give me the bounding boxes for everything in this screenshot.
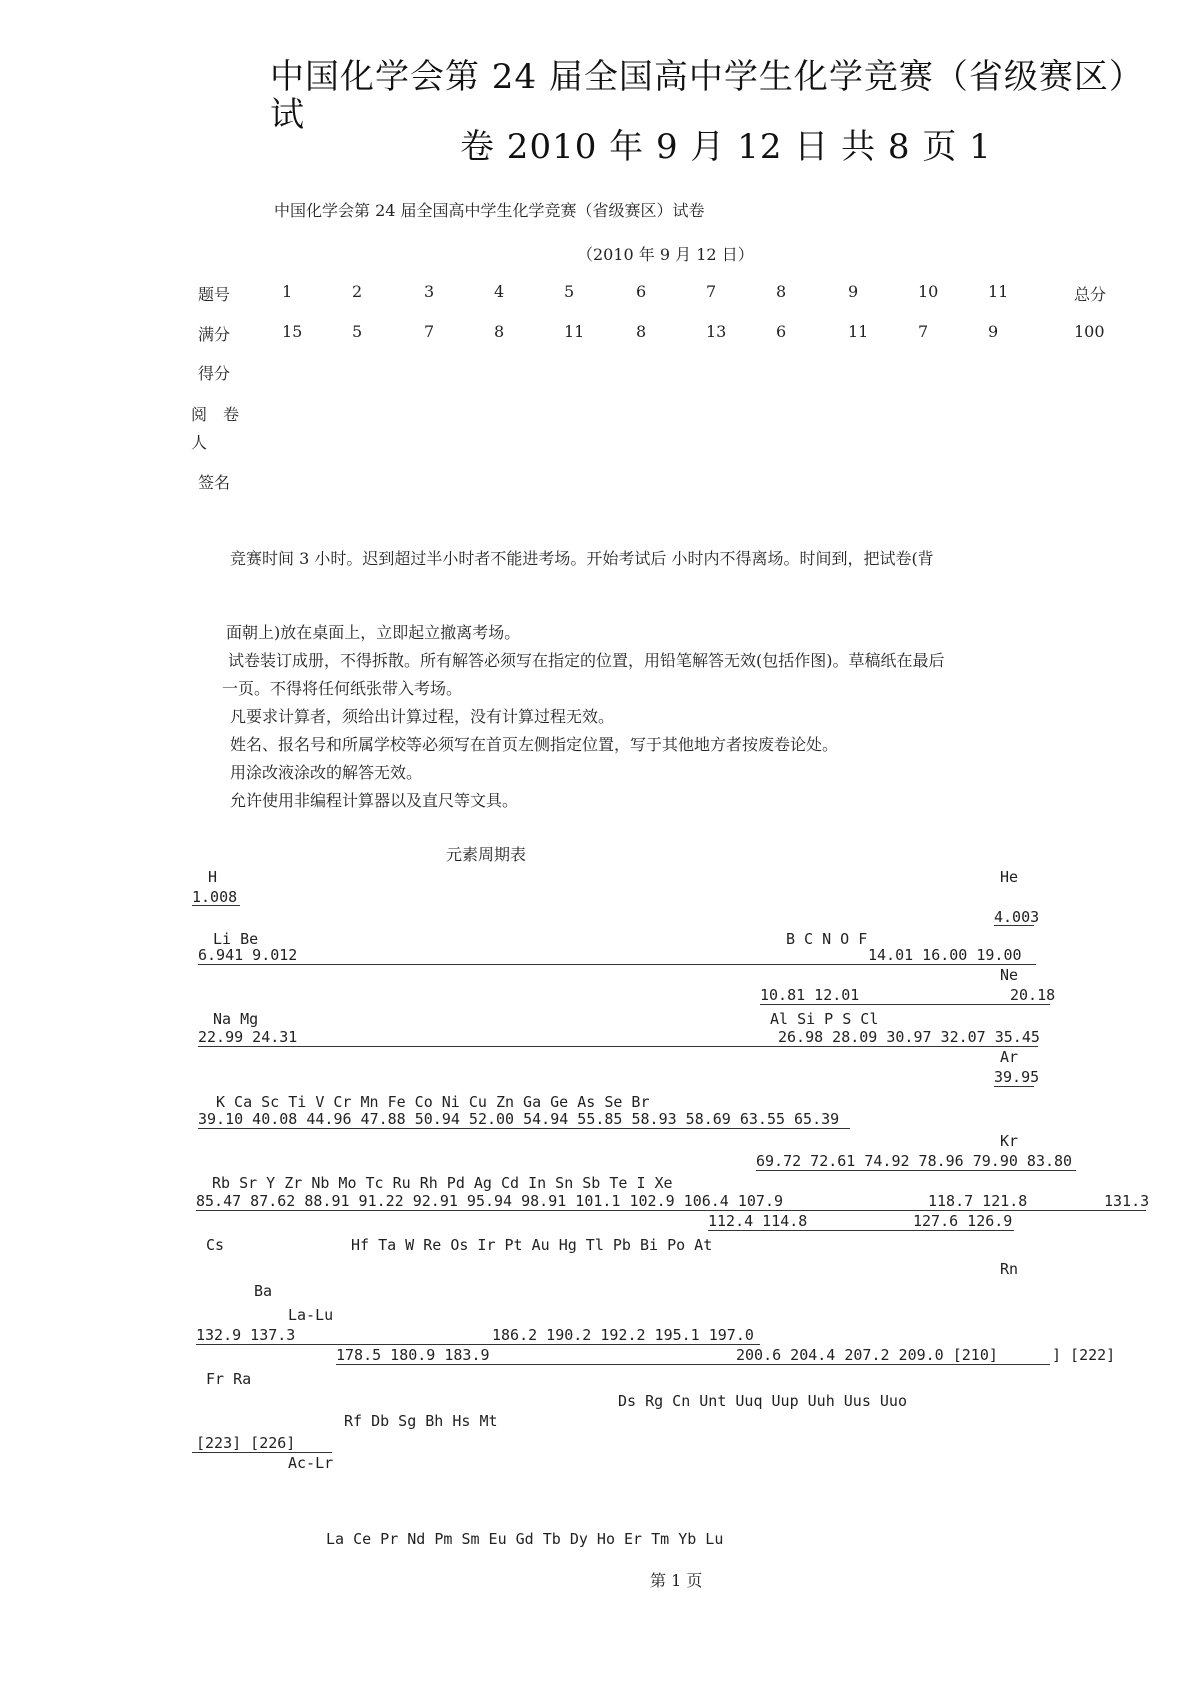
full-marks-cell: 15	[282, 322, 303, 341]
pt-line: K Ca Sc Ti V Cr Mn Fe Co Ni Cu Zn Ga Ge As Se Br	[216, 1093, 650, 1111]
pt-line: Ac-Lr	[288, 1454, 334, 1472]
pt-rule	[756, 1170, 1076, 1171]
pt-line: ] [222]	[1052, 1346, 1116, 1364]
pt-line: 200.6 204.4 207.2 209.0 [210]	[736, 1346, 998, 1364]
question-number-cell: 4	[494, 282, 505, 301]
pt-rule	[196, 1344, 760, 1345]
pt-line: 112.4 114.8	[708, 1212, 808, 1230]
pt-line: La-Lu	[288, 1306, 334, 1324]
header-title-line1: 中国化学会第 24 届全国高中学生化学竞赛（省级赛区）试	[270, 57, 1144, 135]
pt-line: 6.941 9.012	[198, 946, 298, 964]
pt-rule	[336, 1364, 1050, 1365]
pt-line: Li Be	[213, 930, 259, 948]
pt-rule	[198, 964, 1036, 965]
instruction-line: 面朝上)放在桌面上，立即起立撤离考场。	[226, 623, 521, 642]
question-number-cell: 6	[636, 282, 647, 301]
pt-line: B C N O F	[786, 930, 868, 948]
full-marks-cell: 8	[494, 322, 505, 341]
pt-line: 20.18	[1010, 986, 1056, 1004]
instruction-line: 用涂改液涂改的解答无效。	[230, 763, 423, 782]
pt-line: 26.98 28.09 30.97 32.07 35.45	[778, 1028, 1040, 1046]
pt-line: Ne	[1000, 966, 1019, 984]
row-label-signature: 签名	[198, 473, 231, 492]
pt-rule	[708, 1230, 1014, 1231]
document-title: 中国化学会第 24 届全国高中学生化学竞赛（省级赛区）试卷	[274, 201, 705, 220]
pt-line: 132.9 137.3	[196, 1326, 296, 1344]
pt-line: 14.01 16.00 19.00	[868, 946, 1022, 964]
full-marks-cell: 11	[564, 322, 585, 341]
pt-line: 10.81 12.01	[760, 986, 860, 1004]
instruction-line: 允许使用非编程计算器以及直尺等文具。	[230, 791, 519, 810]
pt-rule	[994, 925, 1034, 926]
full-marks-cell: 7	[424, 322, 435, 341]
pt-line: Na Mg	[213, 1010, 259, 1028]
question-number-cell: 2	[352, 282, 363, 301]
pt-line: 118.7 121.8	[928, 1192, 1028, 1210]
full-marks-cell: 8	[636, 322, 647, 341]
pt-rule	[994, 1086, 1034, 1087]
pt-line: 178.5 180.9 183.9	[336, 1346, 490, 1364]
pt-line: 131.3	[1104, 1192, 1150, 1210]
full-marks-cell: 11	[848, 322, 869, 341]
pt-line: [223] [226]	[196, 1434, 296, 1452]
header-title-line2: 卷 2010 年 9 月 12 日 共 8 页 1	[460, 127, 992, 167]
question-number-cell: 5	[564, 282, 575, 301]
pt-line: 69.72 72.61 74.92 78.96 79.90 83.80	[756, 1152, 1073, 1170]
pt-line: 39.10 40.08 44.96 47.88 50.94 52.00 54.94 55.85 58.93 58.69 63.55 65.39	[198, 1110, 840, 1128]
question-number-cell: 9	[848, 282, 859, 301]
pt-line: H	[208, 868, 218, 886]
question-number-cell: 10	[918, 282, 939, 301]
pt-line: 1.008	[192, 888, 238, 906]
instruction-line: 凡要求计算者，须给出计算过程，没有计算过程无效。	[230, 707, 615, 726]
pt-line: Kr	[1000, 1132, 1019, 1150]
periodic-table-title: 元素周期表	[446, 845, 527, 864]
full-marks-cell: 7	[918, 322, 929, 341]
full-marks-cell: 5	[352, 322, 363, 341]
full-marks-cell: 9	[988, 322, 999, 341]
pt-rule	[192, 905, 240, 906]
instruction-line: 姓名、报名号和所属学校等必须写在首页左侧指定位置，写于其他地方者按废卷论处。	[230, 735, 839, 754]
row-label-score: 得分	[198, 364, 231, 383]
question-number-cell: 11	[988, 282, 1009, 301]
row-label-grader: 阅 卷	[191, 405, 240, 424]
document-date: （2010 年 9 月 12 日）	[577, 245, 754, 264]
pt-line: 4.003	[994, 908, 1040, 926]
pt-line: Al Si P S Cl	[770, 1010, 879, 1028]
pt-line: Fr Ra	[206, 1370, 252, 1388]
question-number-cell: 7	[706, 282, 717, 301]
pt-line: 39.95	[994, 1068, 1040, 1086]
pt-rule	[760, 1004, 1050, 1005]
pt-line: He	[1000, 868, 1019, 886]
pt-line: 127.6 126.9	[913, 1212, 1013, 1230]
full-marks-cell: 13	[706, 322, 727, 341]
instruction-line: 竞赛时间 3 小时。迟到超过半小时者不能进考场。开始考试后 小时内不得离场。时间到，把试卷(背	[230, 549, 934, 568]
pt-line: 85.47 87.62 88.91 91.22 92.91 95.94 98.91 101.1 102.9 106.4 107.9	[196, 1192, 783, 1210]
pt-line: Hf Ta W Re Os Ir Pt Au Hg Tl Pb Bi Po At	[351, 1236, 713, 1254]
question-number-cell: 1	[282, 282, 293, 301]
pt-line: Cs	[206, 1236, 225, 1254]
pt-line: 186.2 190.2 192.2 195.1 197.0	[492, 1326, 754, 1344]
pt-rule	[198, 1128, 850, 1129]
row-label-grader-2: 人	[191, 433, 208, 452]
header-title	[270, 58, 1170, 166]
full-marks-cell: 6	[776, 322, 787, 341]
pt-line: Rf Db Sg Bh Hs Mt	[344, 1412, 498, 1430]
page-number: 第 1 页	[650, 1571, 703, 1590]
lanthanide-row: La Ce Pr Nd Pm Sm Eu Gd Tb Dy Ho Er Tm Yb Lu	[326, 1530, 724, 1548]
question-number-cell: 8	[776, 282, 787, 301]
row-label-full-marks: 满分	[198, 325, 231, 344]
pt-rule	[196, 1210, 1146, 1211]
pt-line: Rn	[1000, 1260, 1019, 1278]
row-label-question: 题号	[198, 285, 231, 304]
question-number-cell: 总分	[1074, 285, 1107, 304]
pt-line: 22.99 24.31	[198, 1028, 298, 1046]
pt-rule	[192, 1452, 332, 1453]
pt-line: Ar	[1000, 1048, 1019, 1066]
pt-rule	[198, 1046, 1038, 1047]
instruction-line: 一页。不得将任何纸张带入考场。	[222, 679, 463, 698]
question-number-cell: 3	[424, 282, 435, 301]
pt-line: Ba	[254, 1282, 273, 1300]
pt-line: Ds Rg Cn Unt Uuq Uup Uuh Uus Uuo	[618, 1392, 907, 1410]
pt-line: Rb Sr Y Zr Nb Mo Tc Ru Rh Pd Ag Cd In Sn Sb Te I Xe	[212, 1174, 673, 1192]
full-marks-cell: 100	[1074, 322, 1105, 341]
instruction-line: 试卷装订成册，不得拆散。所有解答必须写在指定的位置，用铅笔解答无效(包括作图)。草稿纸在最后	[228, 651, 945, 670]
